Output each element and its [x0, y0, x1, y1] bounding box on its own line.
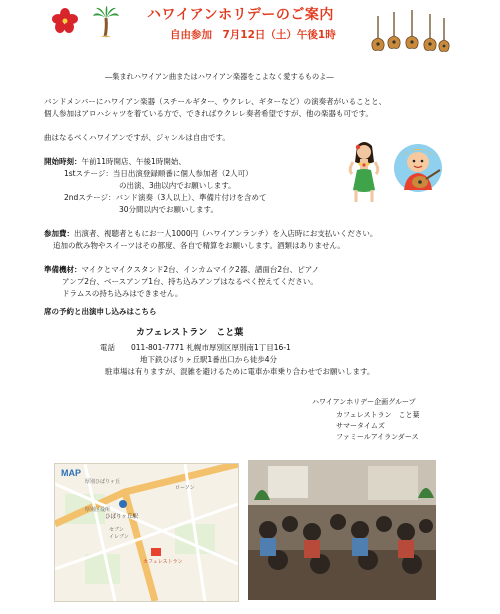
equipment-line-1: マイクとマイクスタンド2台、インカムマイク2器、譜面台2台、ピアノ [81, 265, 320, 274]
ukulele-player-illustration [390, 142, 446, 194]
palm-tree-icon [92, 6, 120, 38]
venue-access: 地下鉄ひばりヶ丘駅1番出口から徒歩4分 [140, 355, 278, 364]
schedule-line-3: の出演、3曲以内でお願いします。 [119, 181, 236, 190]
equipment-label: 準備機材： [44, 265, 82, 274]
venue-name: カフェレストラン こと葉 [136, 328, 244, 338]
organizer-member: ファミールアイランダース [336, 433, 419, 441]
hula-girl-illustration [348, 140, 380, 206]
intro-line-2: 個人参加はアロハシャツを着ている方で、できればウクレレ奏者希望ですが、他の楽器も可です。 [44, 109, 373, 118]
schedule-line-4: 2ndステージ：バンド演奏（3人以上）、準備片付けを含めて [64, 193, 267, 202]
map-label: ローソン [175, 485, 195, 491]
equipment-line-2: アンプ2台、ベースアンプ1台、持ち込みアンプはなるべく控えてください。 [62, 277, 318, 286]
fee-line-2: 追加の飲み物やスイーツはその都度、各自で精算をお願いします。酒類はありません。 [53, 241, 345, 250]
map-label: カフェレストラン [143, 559, 183, 565]
phone-address: 011-801-7771 札幌市厚別区厚別南1丁目16-1 [131, 343, 291, 352]
parking-note: 駐車場は有りますが、混雑を避けるために電車か車乗り合わせでお願いします。 [105, 367, 375, 376]
event-photo [248, 460, 436, 600]
organizer-member: サマータイムズ [336, 422, 385, 430]
map-station-label: ひばりヶ丘駅 [105, 514, 139, 520]
reservation-heading: 席の予約と出演申し込みはこちら [44, 307, 157, 316]
map-title: MAP [61, 468, 81, 478]
map-label: セブン [109, 527, 124, 533]
schedule-label: 開始時刻： [44, 157, 82, 166]
ukulele-illustration [368, 4, 452, 56]
equipment-line-3: ドラムスの持ち込みはできません。 [62, 289, 183, 298]
intro-line-1: バンドメンバーにハワイアン楽器（スチールギター、ウクレレ、ギターなど）の演奏者がいることと、 [44, 97, 387, 106]
page-title: ハワイアンホリデーのご案内 [147, 7, 334, 23]
map-label: 厚別区役所 [85, 507, 111, 513]
hibiscus-icon [52, 8, 78, 34]
schedule-line-5: 30分間以内でお願いします。 [119, 205, 218, 214]
map-label: イレブン [109, 534, 129, 540]
event-date: 自由参加 7月12日（土）午後1時 [170, 29, 336, 41]
organizer-group: ハワイアンホリデー企画グループ [312, 398, 416, 406]
schedule-line-1: 午前11時開店、午後1時開始、 [81, 157, 186, 166]
fee-label: 参加費： [44, 229, 74, 238]
schedule-line-2: 1stステージ：当日出演登録順番に個人参加者（2人可） [64, 169, 253, 178]
intro-genre: 曲はなるべくハワイアンですが、ジャンルは自由です。 [44, 133, 230, 142]
phone-label: 電話 [100, 343, 115, 352]
map-label: 厚別ひばりヶ丘 [85, 479, 121, 485]
organizer-member: カフェレストラン こと葉 [336, 411, 420, 419]
access-map [54, 463, 239, 602]
lead-text: ―集まれハワイアン曲またはハワイアン楽器をこよなく愛するものよ― [105, 72, 334, 81]
fee-line-1: 出演者、視聴者ともにお一人1000円（ハワイアンランチ）を入店時にお支払いください。 [74, 229, 378, 238]
